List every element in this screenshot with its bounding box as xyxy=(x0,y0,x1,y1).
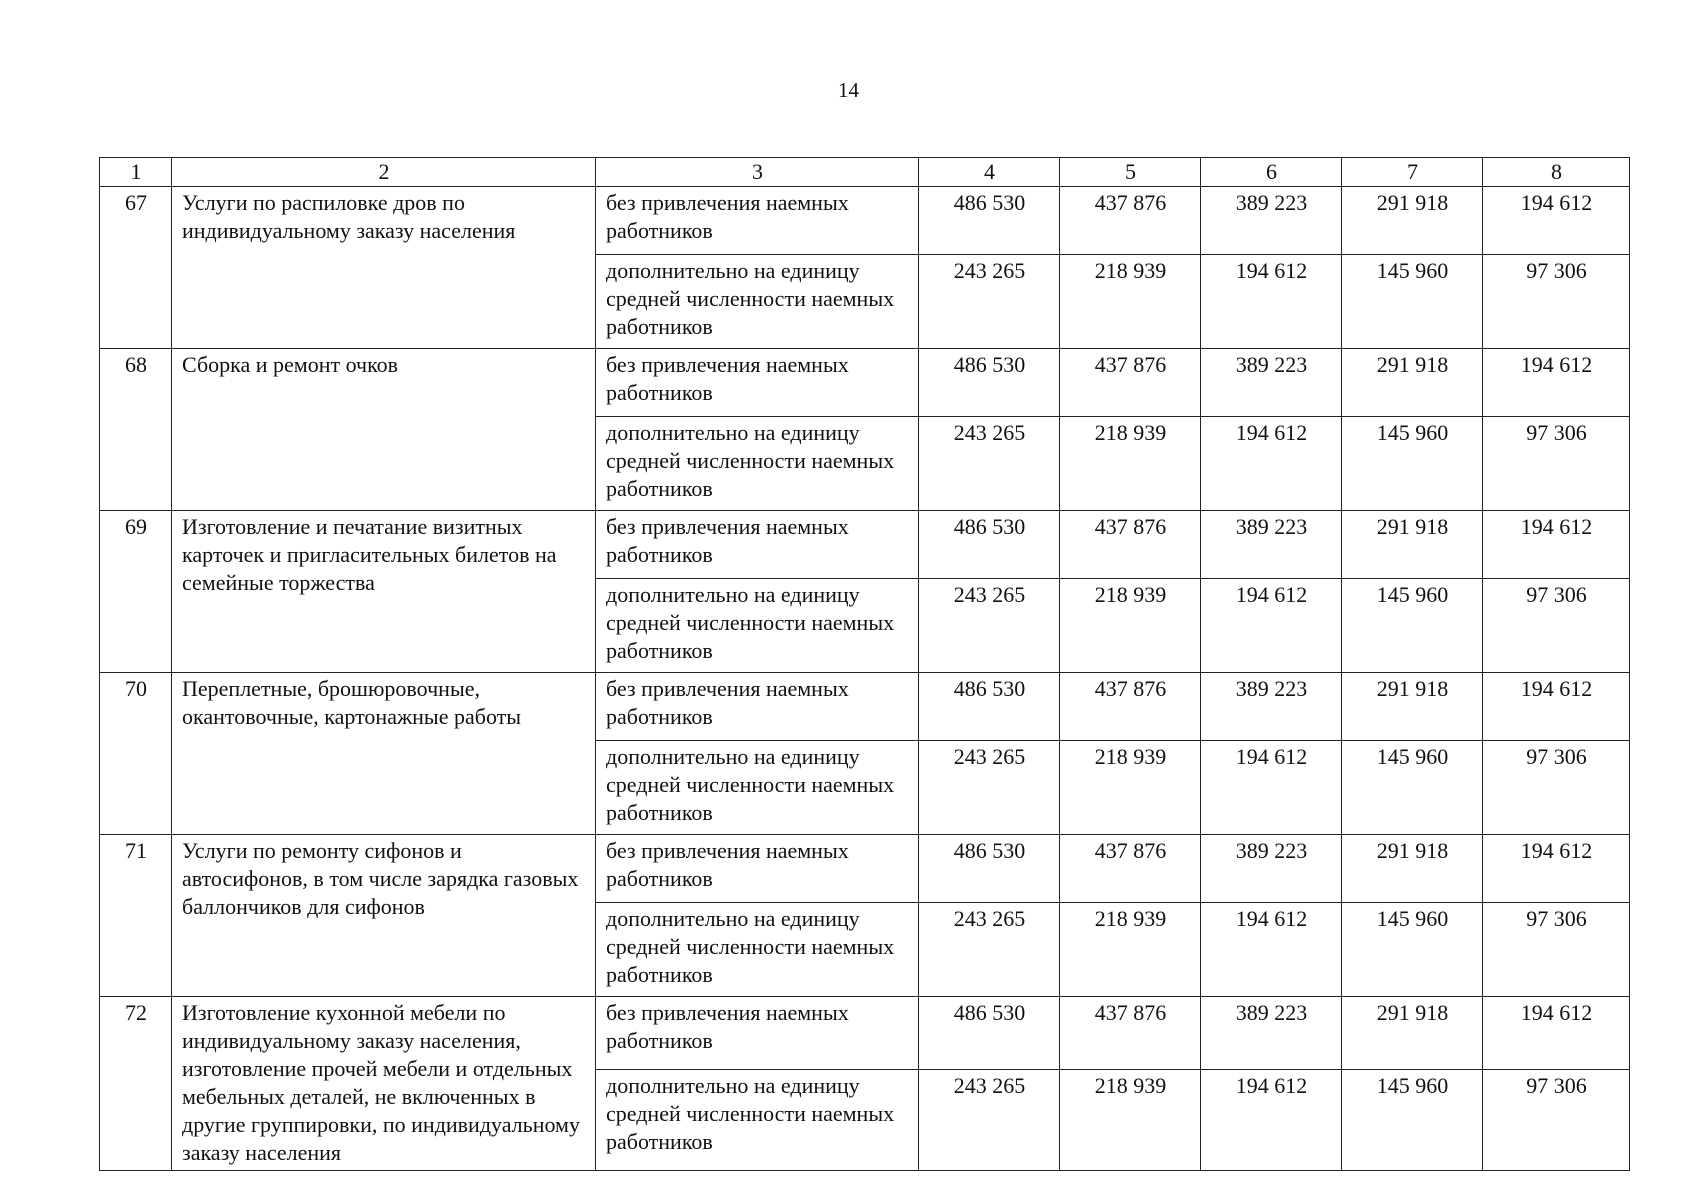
value-cell: 243 265 xyxy=(919,1070,1060,1171)
value-cell: 437 876 xyxy=(1060,511,1201,579)
row-number: 68 xyxy=(100,349,172,511)
condition-label: без привлечения наемных работников xyxy=(596,349,919,417)
value-cell: 389 223 xyxy=(1201,511,1342,579)
column-header-8: 8 xyxy=(1483,158,1630,187)
value-cell: 194 612 xyxy=(1201,579,1342,673)
value-cell: 243 265 xyxy=(919,255,1060,349)
table-row xyxy=(100,511,1630,579)
value-cell: 145 960 xyxy=(1342,903,1483,997)
value-cell: 486 530 xyxy=(919,187,1060,255)
value-cell: 194 612 xyxy=(1483,997,1630,1070)
value-cell: 291 918 xyxy=(1342,349,1483,417)
condition-label: дополнительно на единицу средней численности наемных работников xyxy=(596,1070,919,1171)
value-cell: 194 612 xyxy=(1201,741,1342,835)
value-cell: 194 612 xyxy=(1483,187,1630,255)
value-cell: 97 306 xyxy=(1483,903,1630,997)
value-cell: 389 223 xyxy=(1201,835,1342,903)
value-cell: 486 530 xyxy=(919,997,1060,1070)
condition-label: дополнительно на единицу средней численности наемных работников xyxy=(596,903,919,997)
column-header-5: 5 xyxy=(1060,158,1201,187)
value-cell: 437 876 xyxy=(1060,349,1201,417)
column-header-7: 7 xyxy=(1342,158,1483,187)
table-row xyxy=(100,835,1630,903)
value-cell: 218 939 xyxy=(1060,255,1201,349)
service-name: Изготовление и печатание визитных карточек и пригласительных билетов на семейные торжества xyxy=(172,511,596,673)
value-cell: 97 306 xyxy=(1483,417,1630,511)
value-cell: 194 612 xyxy=(1201,1070,1342,1171)
value-cell: 194 612 xyxy=(1201,255,1342,349)
value-cell: 389 223 xyxy=(1201,997,1342,1070)
header-row xyxy=(100,158,1630,187)
value-cell: 194 612 xyxy=(1483,511,1630,579)
value-cell: 486 530 xyxy=(919,835,1060,903)
value-cell: 486 530 xyxy=(919,511,1060,579)
value-cell: 291 918 xyxy=(1342,997,1483,1070)
value-cell: 486 530 xyxy=(919,349,1060,417)
value-cell: 194 612 xyxy=(1201,417,1342,511)
value-cell: 437 876 xyxy=(1060,835,1201,903)
table-row xyxy=(100,187,1630,255)
value-cell: 437 876 xyxy=(1060,187,1201,255)
condition-label: дополнительно на единицу средней численности наемных работников xyxy=(596,417,919,511)
condition-label: дополнительно на единицу средней численности наемных работников xyxy=(596,255,919,349)
row-number: 72 xyxy=(100,997,172,1171)
row-number: 70 xyxy=(100,673,172,835)
value-cell: 194 612 xyxy=(1483,349,1630,417)
table-row xyxy=(100,349,1630,417)
table-row xyxy=(100,997,1630,1070)
column-header-1: 1 xyxy=(100,158,172,187)
value-cell: 97 306 xyxy=(1483,255,1630,349)
value-cell: 291 918 xyxy=(1342,187,1483,255)
value-cell: 97 306 xyxy=(1483,741,1630,835)
value-cell: 145 960 xyxy=(1342,741,1483,835)
value-cell: 97 306 xyxy=(1483,1070,1630,1171)
condition-label: без привлечения наемных работников xyxy=(596,673,919,741)
value-cell: 218 939 xyxy=(1060,1070,1201,1171)
page-number: 14 xyxy=(838,78,859,102)
column-header-4: 4 xyxy=(919,158,1060,187)
column-header-2: 2 xyxy=(172,158,596,187)
value-cell: 389 223 xyxy=(1201,349,1342,417)
value-cell: 291 918 xyxy=(1342,511,1483,579)
value-cell: 218 939 xyxy=(1060,579,1201,673)
value-cell: 437 876 xyxy=(1060,673,1201,741)
condition-label: дополнительно на единицу средней численности наемных работников xyxy=(596,741,919,835)
service-name: Услуги по ремонту сифонов и автосифонов, в том числе зарядка газовых баллончиков для сифонов xyxy=(172,835,596,997)
value-cell: 145 960 xyxy=(1342,1070,1483,1171)
value-cell: 194 612 xyxy=(1483,673,1630,741)
condition-label: без привлечения наемных работников xyxy=(596,835,919,903)
service-name: Услуги по распиловке дров по индивидуальному заказу населения xyxy=(172,187,596,349)
service-name: Сборка и ремонт очков xyxy=(172,349,596,511)
row-number: 71 xyxy=(100,835,172,997)
table-row xyxy=(100,673,1630,741)
condition-label: без привлечения наемных работников xyxy=(596,511,919,579)
value-cell: 218 939 xyxy=(1060,741,1201,835)
column-header-3: 3 xyxy=(596,158,919,187)
value-cell: 389 223 xyxy=(1201,673,1342,741)
value-cell: 218 939 xyxy=(1060,903,1201,997)
value-cell: 437 876 xyxy=(1060,997,1201,1070)
value-cell: 243 265 xyxy=(919,903,1060,997)
value-cell: 486 530 xyxy=(919,673,1060,741)
value-cell: 243 265 xyxy=(919,417,1060,511)
tariff-table xyxy=(99,157,1630,1171)
value-cell: 194 612 xyxy=(1483,835,1630,903)
value-cell: 194 612 xyxy=(1201,903,1342,997)
row-number: 69 xyxy=(100,511,172,673)
value-cell: 389 223 xyxy=(1201,187,1342,255)
column-header-6: 6 xyxy=(1201,158,1342,187)
condition-label: без привлечения наемных работников xyxy=(596,997,919,1070)
row-number: 67 xyxy=(100,187,172,349)
value-cell: 145 960 xyxy=(1342,579,1483,673)
value-cell: 218 939 xyxy=(1060,417,1201,511)
service-name: Изготовление кухонной мебели по индивидуальному заказу населения, изготовление прочей мебели и отдельных мебельных деталей, не включенных в другие группировки, по индивидуальному заказу населения xyxy=(172,997,596,1171)
value-cell: 145 960 xyxy=(1342,417,1483,511)
value-cell: 243 265 xyxy=(919,579,1060,673)
value-cell: 97 306 xyxy=(1483,579,1630,673)
value-cell: 291 918 xyxy=(1342,673,1483,741)
value-cell: 145 960 xyxy=(1342,255,1483,349)
condition-label: без привлечения наемных работников xyxy=(596,187,919,255)
service-name: Переплетные, брошюровочные, окантовочные, картонажные работы xyxy=(172,673,596,835)
value-cell: 291 918 xyxy=(1342,835,1483,903)
condition-label: дополнительно на единицу средней численности наемных работников xyxy=(596,579,919,673)
value-cell: 243 265 xyxy=(919,741,1060,835)
